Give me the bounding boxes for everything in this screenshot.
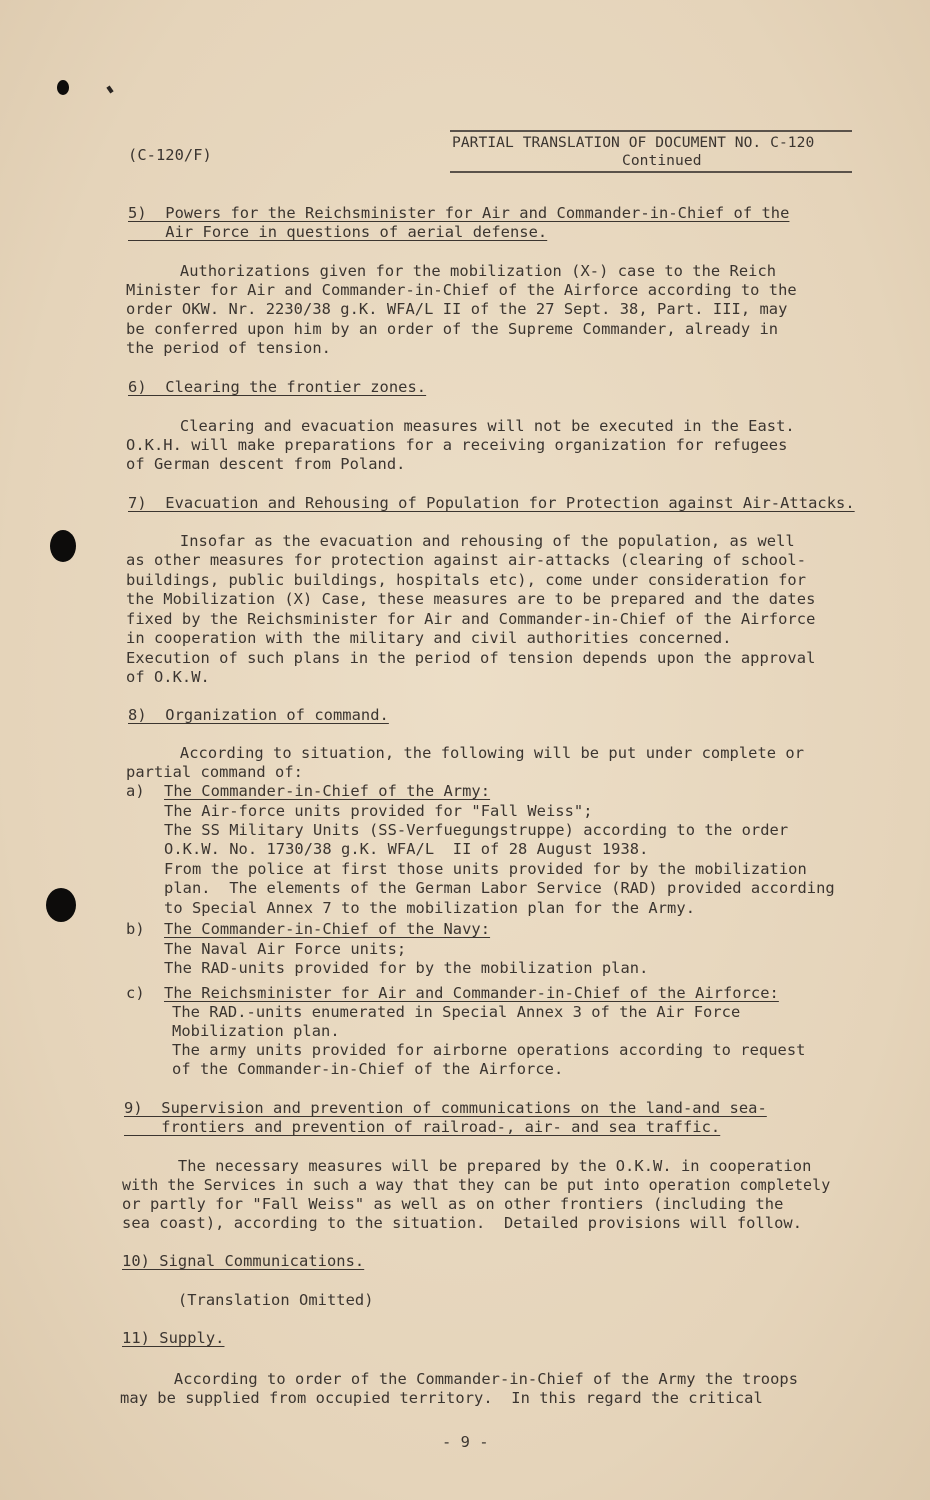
section-9-text: with the Services in such a way that they can be put into operation completely — [122, 1176, 831, 1194]
section-7-text: Execution of such plans in the period of tension depends upon the approval — [126, 649, 816, 667]
punch-hole — [57, 80, 69, 95]
section-9-heading: 9) Supervision and prevention of communications on the land-and sea- — [124, 1099, 767, 1117]
item-a-title: The Commander-in-Chief of the Army: — [164, 782, 491, 800]
section-5-text: Authorizations given for the mobilization (X-) case to the Reich — [124, 262, 777, 280]
section-7-heading: 7) Evacuation and Rehousing of Population for Protection against Air-Attacks. — [128, 494, 855, 512]
section-7-text: Insofar as the evacuation and rehousing of the population, as well — [124, 532, 795, 550]
item-a-text: From the police at first those units provided for by the mobilization — [164, 860, 807, 878]
item-a-text: to Special Annex 7 to the mobilization plan for the Army. — [164, 899, 696, 917]
item-c-text: The army units provided for airborne operations according to request — [172, 1041, 806, 1059]
section-6-text: Clearing and evacuation measures will not be executed in the East. — [124, 417, 795, 435]
item-a-text: O.K.W. No. 1730/38 g.K. WFA/L II of 28 August 1938. — [164, 840, 649, 858]
document-subtitle: Continued — [622, 152, 702, 169]
section-9-text: The necessary measures will be prepared by the O.K.W. in cooperation — [122, 1157, 812, 1175]
section-10-text: (Translation Omitted) — [122, 1291, 374, 1309]
section-8-text: According to situation, the following will be put under complete or — [124, 744, 805, 762]
item-c-text: of the Commander-in-Chief of the Airforce. — [172, 1060, 564, 1078]
punch-hole — [50, 530, 76, 562]
section-6-text: of German descent from Poland. — [126, 455, 406, 473]
section-11-text: may be supplied from occupied territory. In this regard the critical — [120, 1389, 763, 1407]
section-7-text: as other measures for protection against air-attacks (clearing of school- — [126, 551, 807, 569]
section-7-text: of O.K.W. — [126, 668, 210, 686]
section-5-heading: 5) Powers for the Reichsminister for Air and Commander-in-Chief of the — [128, 204, 790, 222]
item-c-text: Mobilization plan. — [172, 1022, 340, 1040]
header-rule-top — [450, 130, 852, 132]
section-11-heading: 11) Supply. — [122, 1329, 225, 1347]
section-8-text: partial command of: — [126, 763, 304, 781]
section-5-text: the period of tension. — [126, 339, 331, 357]
section-5-heading: Air Force in questions of aerial defense. — [128, 223, 548, 241]
ink-mark — [106, 85, 113, 93]
section-7-text: the Mobilization (X) Case, these measures are to be prepared and the dates — [126, 590, 816, 608]
section-11-text: According to order of the Commander-in-Chief of the Army the troops — [118, 1370, 799, 1388]
section-5-text: order OKW. Nr. 2230/38 g.K. WFA/L II of the 27 Sept. 38, Part. III, may — [126, 300, 788, 318]
header-rule-bottom — [450, 171, 852, 173]
section-9-text: or partly for "Fall Weiss" as well as on other frontiers (including the — [122, 1195, 784, 1213]
section-6-heading: 6) Clearing the frontier zones. — [128, 378, 427, 396]
section-7-text: fixed by the Reichsminister for Air and Commander-in-Chief of the Airforce — [126, 610, 816, 628]
item-c-label: c) — [126, 984, 145, 1002]
punch-hole — [46, 888, 76, 922]
page-number: - 9 - — [442, 1433, 489, 1451]
section-8-heading: 8) Organization of command. — [128, 706, 389, 724]
item-c-title: The Reichsminister for Air and Commander-in-Chief of the Airforce: — [164, 984, 779, 1002]
item-a-text: plan. The elements of the German Labor Service (RAD) provided according — [164, 879, 835, 897]
document-reference: (C-120/F) — [128, 146, 212, 164]
section-7-text: buildings, public buildings, hospitals etc), come under consideration for — [126, 571, 807, 589]
section-5-text: Minister for Air and Commander-in-Chief of the Airforce according to the — [126, 281, 797, 299]
item-c-text: The RAD.-units enumerated in Special Annex 3 of the Air Force — [172, 1003, 741, 1021]
item-b-title: The Commander-in-Chief of the Navy: — [164, 920, 491, 938]
section-6-text: O.K.H. will make preparations for a receiving organization for refugees — [126, 436, 788, 454]
document-title: PARTIAL TRANSLATION OF DOCUMENT NO. C-120 — [452, 134, 815, 151]
item-b-text: The RAD-units provided for by the mobilization plan. — [164, 959, 649, 977]
item-a-label: a) — [126, 782, 145, 800]
item-b-text: The Naval Air Force units; — [164, 940, 407, 958]
section-9-heading: frontiers and prevention of railroad-, air- and sea traffic. — [124, 1118, 721, 1136]
section-7-text: in cooperation with the military and civil authorities concerned. — [126, 629, 732, 647]
section-9-text: sea coast), according to the situation. Detailed provisions will follow. — [122, 1214, 803, 1232]
item-b-label: b) — [126, 920, 145, 938]
item-a-text: The SS Military Units (SS-Verfuegungstruppe) according to the order — [164, 821, 789, 839]
section-10-heading: 10) Signal Communications. — [122, 1252, 365, 1270]
section-5-text: be conferred upon him by an order of the Supreme Commander, already in — [126, 320, 779, 338]
item-a-text: The Air-force units provided for "Fall Weiss"; — [164, 802, 593, 820]
